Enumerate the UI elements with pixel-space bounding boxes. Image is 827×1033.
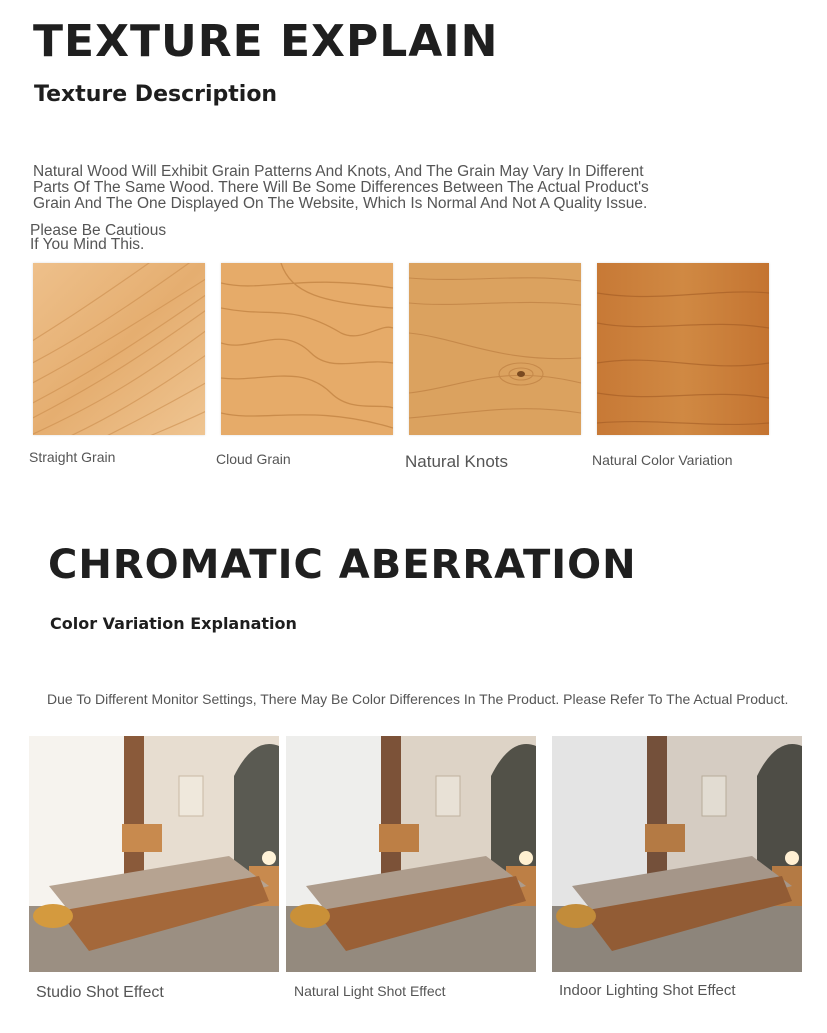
shot-label: Natural Light Shot Effect — [294, 983, 446, 999]
natural-light-shot-image — [286, 736, 536, 972]
texture-title: TEXTURE EXPLAIN — [33, 16, 499, 67]
chromatic-subtitle: Color Variation Explanation — [50, 614, 297, 633]
sample-label: Straight Grain — [29, 449, 116, 465]
sample-label: Natural Knots — [405, 452, 508, 471]
texture-subtitle: Texture Description — [34, 82, 278, 107]
shot-label: Indoor Lighting Shot Effect — [559, 982, 736, 999]
texture-paragraph-line: Natural Wood Will Exhibit Grain Patterns And Knots, And The Grain May Vary In Different — [33, 163, 644, 180]
texture-paragraph-line: Parts Of The Same Wood. There Will Be Some Differences Between The Actual Product's — [33, 179, 649, 196]
sample-label: Natural Color Variation — [592, 452, 733, 468]
color-variation-swatch — [597, 263, 769, 435]
texture-paragraph-line: Grain And The One Displayed On The Website, Which Is Normal And Not A Quality Issue. — [33, 195, 648, 212]
natural-knots-swatch — [409, 263, 581, 435]
sample-label: Cloud Grain — [216, 451, 291, 467]
caution-note — [30, 224, 166, 252]
indoor-lighting-shot-image — [552, 736, 802, 972]
caution-line: If You Mind This. — [30, 236, 145, 253]
chromatic-paragraph: Due To Different Monitor Settings, There May Be Color Differences In The Product. Please Refer To The Actual Product. — [47, 691, 789, 707]
studio-shot-image — [29, 736, 279, 972]
straight-grain-swatch — [33, 263, 205, 435]
texture-paragraph — [33, 164, 649, 212]
chromatic-title: CHROMATIC ABERRATION — [48, 542, 637, 588]
caution-line: Please Be Cautious — [30, 222, 167, 239]
shot-label: Studio Shot Effect — [36, 984, 164, 1001]
cloud-grain-swatch — [221, 263, 393, 435]
